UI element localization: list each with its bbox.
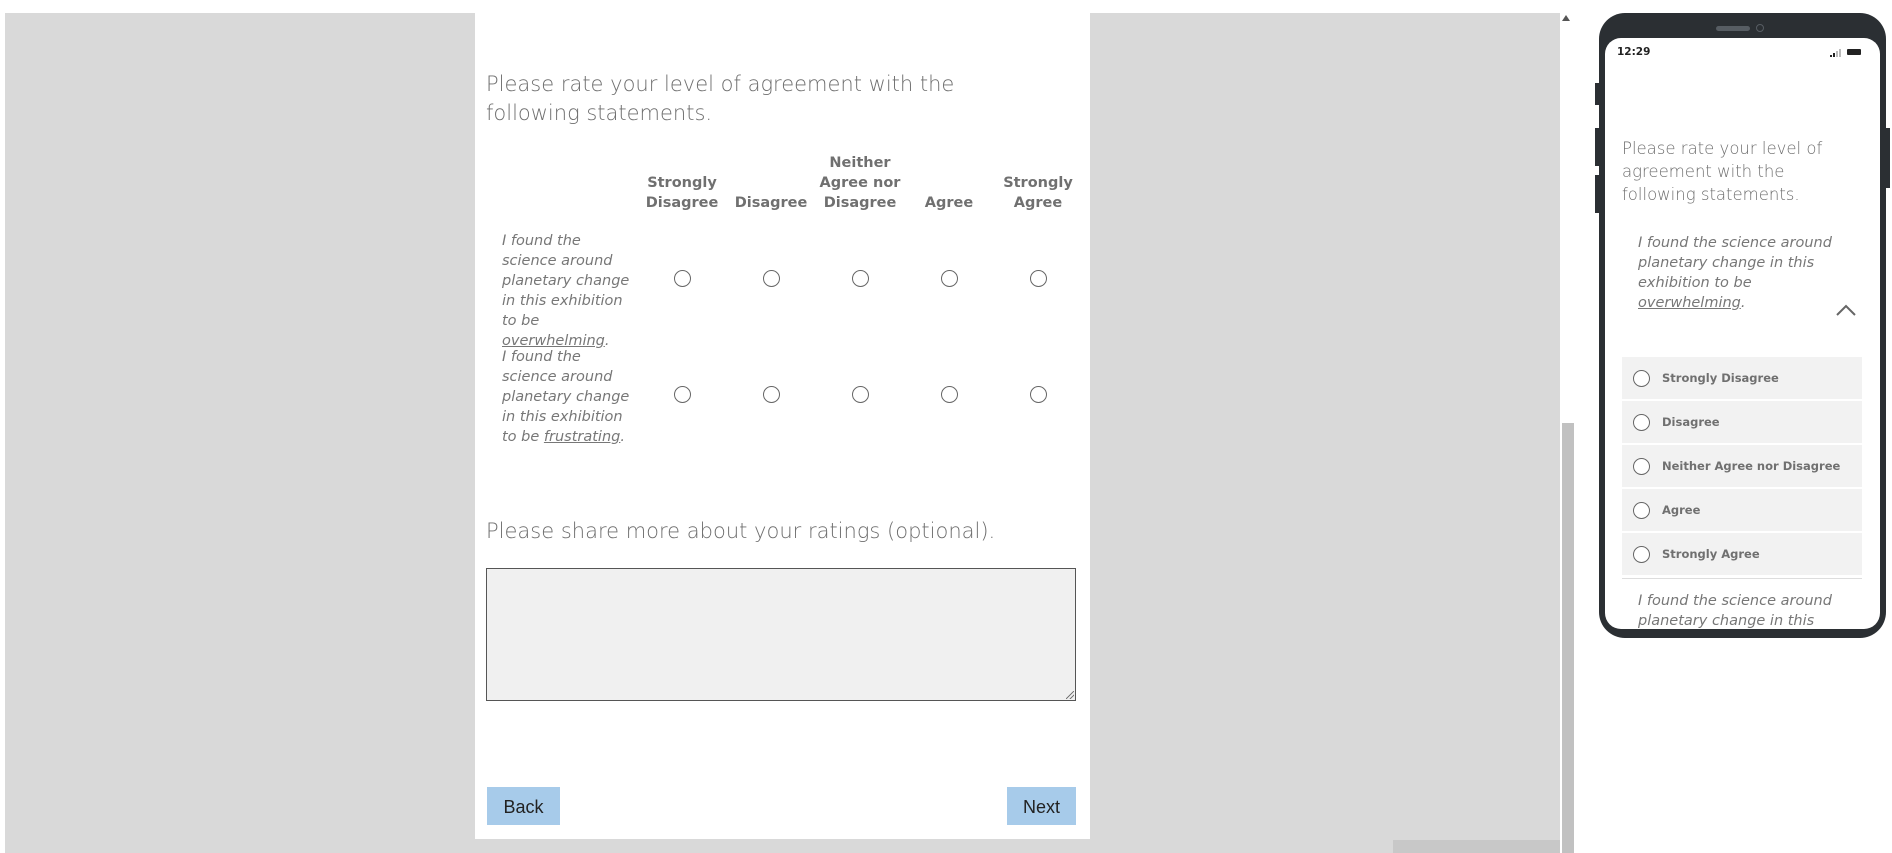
phone-side-button bbox=[1595, 83, 1599, 105]
vertical-scrollbar[interactable] bbox=[1560, 13, 1576, 853]
option-label: Strongly Agree bbox=[1662, 547, 1760, 561]
radio-button[interactable] bbox=[1633, 414, 1650, 431]
column-header-agree: Agree bbox=[924, 195, 974, 211]
phone-side-button bbox=[1886, 128, 1890, 188]
question-title: Please rate your level of agreement with the following statements. bbox=[486, 72, 955, 125]
column-header-disagree: Disagree bbox=[734, 195, 808, 211]
radio-r1-agree[interactable] bbox=[941, 270, 958, 287]
mobile-statement: I found the science around planetary change in this exhibition to be overwhelming. bbox=[1638, 235, 1832, 311]
survey-panel bbox=[475, 13, 1090, 839]
radio-button[interactable] bbox=[1633, 458, 1650, 475]
radio-r2-agree[interactable] bbox=[941, 386, 958, 403]
option-label: Neither Agree nor Disagree bbox=[1662, 459, 1841, 473]
camera-icon bbox=[1756, 24, 1764, 32]
statement-emphasis: overwhelming bbox=[502, 333, 605, 349]
option-label: Agree bbox=[1662, 503, 1701, 517]
column-header-strongly-disagree: Strongly Disagree bbox=[645, 175, 719, 211]
radio-r1-disagree[interactable] bbox=[763, 270, 780, 287]
mobile-option-agree[interactable] bbox=[1622, 489, 1862, 531]
signal-icon bbox=[1830, 49, 1842, 57]
back-button[interactable]: Back bbox=[487, 787, 560, 825]
mobile-preview bbox=[1599, 13, 1886, 638]
mobile-option-strongly-agree[interactable] bbox=[1622, 533, 1862, 575]
radio-r2-neither[interactable] bbox=[852, 386, 869, 403]
column-header-strongly-agree: Strongly Agree bbox=[1003, 175, 1073, 211]
mobile-question-title: Please rate your level of agreement with the following statements. bbox=[1622, 139, 1823, 204]
mobile-option-disagree[interactable] bbox=[1622, 401, 1862, 443]
status-time: 12:29 bbox=[1617, 46, 1651, 58]
scroll-up-arrow-icon[interactable] bbox=[1562, 15, 1570, 21]
phone-side-button bbox=[1595, 175, 1599, 213]
radio-r2-strongly-disagree[interactable] bbox=[674, 386, 691, 403]
horizontal-scroll-area bbox=[1393, 840, 1560, 853]
scrollbar-thumb[interactable] bbox=[1562, 423, 1574, 853]
statement-frustrating: I found the science around planetary change in this exhibition to be frustrating. bbox=[502, 349, 630, 445]
option-label: Disagree bbox=[1662, 415, 1720, 429]
radio-r2-disagree[interactable] bbox=[763, 386, 780, 403]
mobile-screen bbox=[1605, 38, 1880, 629]
mobile-option-strongly-disagree[interactable] bbox=[1622, 357, 1862, 399]
comment-textarea[interactable] bbox=[486, 568, 1076, 701]
radio-r1-strongly-disagree[interactable] bbox=[674, 270, 691, 287]
battery-icon bbox=[1847, 49, 1861, 55]
statement-overwhelming: I found the science around planetary change in this exhibition to be overwhelming. bbox=[502, 233, 630, 349]
radio-r1-strongly-agree[interactable] bbox=[1030, 270, 1047, 287]
comment-question-title: Please share more about your ratings (optional). bbox=[486, 519, 996, 543]
radio-button[interactable] bbox=[1633, 546, 1650, 563]
next-button[interactable]: Next bbox=[1007, 787, 1076, 825]
statement-emphasis: overwhelming bbox=[1638, 295, 1741, 311]
radio-button[interactable] bbox=[1633, 502, 1650, 519]
statement-emphasis: frustrating bbox=[543, 429, 621, 445]
radio-r1-neither[interactable] bbox=[852, 270, 869, 287]
phone-side-button bbox=[1595, 128, 1599, 166]
chevron-up-icon[interactable] bbox=[1835, 303, 1857, 317]
divider bbox=[1622, 578, 1862, 579]
option-label: Strongly Disagree bbox=[1662, 371, 1779, 385]
column-header-neither: Neither Agree nor Disagree bbox=[819, 155, 901, 211]
phone-speaker bbox=[1716, 26, 1750, 31]
mobile-statement-partial: I found the science around planetary change in this bbox=[1638, 593, 1832, 629]
mobile-option-neither[interactable] bbox=[1622, 445, 1862, 487]
radio-r2-strongly-agree[interactable] bbox=[1030, 386, 1047, 403]
radio-button[interactable] bbox=[1633, 370, 1650, 387]
resize-grip-icon[interactable] bbox=[1066, 691, 1074, 699]
